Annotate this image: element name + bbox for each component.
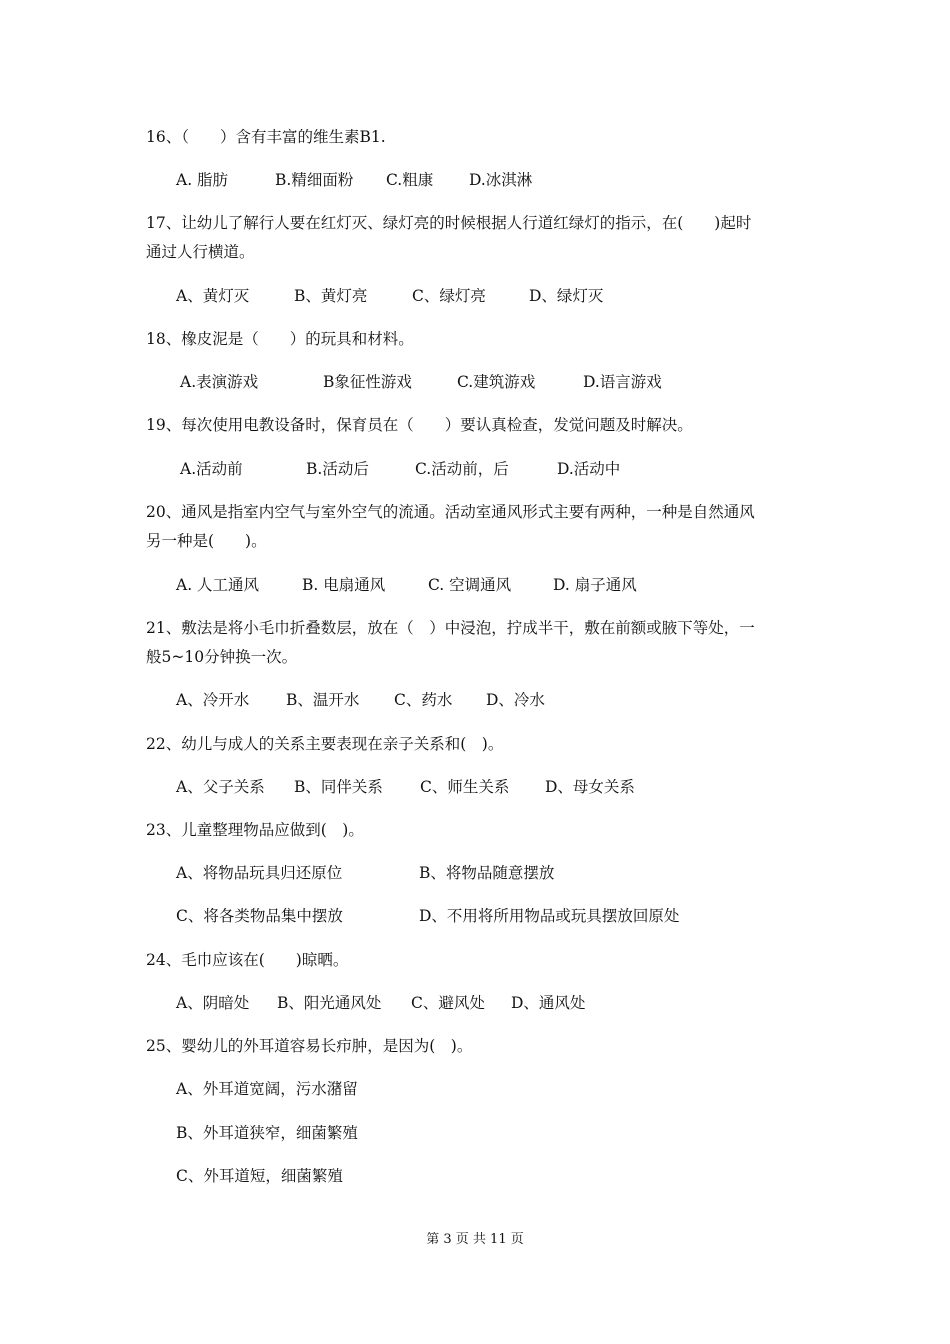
question-16-option-a: A. 脂肪 xyxy=(176,171,229,189)
question-20-option-a: A. 人工通风 xyxy=(176,576,260,594)
question-24-option-c: C、避风处 xyxy=(411,994,485,1012)
question-21-option-b: B、温开水 xyxy=(286,691,360,709)
question-22-option-b: B、同伴关系 xyxy=(294,778,383,796)
question-21-option-a: A、冷开水 xyxy=(176,691,250,709)
page-number-footer: 第 3 页 共 11 页 xyxy=(426,1232,524,1247)
question-23-option-d: D、不用将所用物品或玩具摆放回原处 xyxy=(419,907,680,925)
question-23-stem: 23、儿童整理物品应做到( )。 xyxy=(146,821,364,839)
question-25-option-a: A、外耳道宽阔，污水潴留 xyxy=(176,1080,358,1098)
question-21-option-d: D、冷水 xyxy=(486,691,545,709)
question-22-stem: 22、幼儿与成人的关系主要表现在亲子关系和( )。 xyxy=(146,735,504,753)
question-23-option-b: B、将物品随意摆放 xyxy=(419,864,555,882)
question-21-stem-line2: 般5~10分钟换一次。 xyxy=(146,648,298,666)
question-23-option-a: A、将物品玩具归还原位 xyxy=(176,864,343,882)
question-21-option-c: C、药水 xyxy=(394,691,453,709)
question-20-option-c: C. 空调通风 xyxy=(428,576,512,594)
question-17-option-a: A、黄灯灭 xyxy=(176,287,250,305)
question-22-option-a: A、父子关系 xyxy=(176,778,265,796)
question-20-option-d: D. 扇子通风 xyxy=(553,576,637,594)
question-24-option-a: A、阴暗处 xyxy=(176,994,250,1012)
question-18-stem: 18、橡皮泥是（ ）的玩具和材料。 xyxy=(146,330,414,348)
question-25-option-c: C、外耳道短，细菌繁殖 xyxy=(176,1167,343,1185)
question-17-option-d: D、绿灯灭 xyxy=(529,287,604,305)
question-24-stem: 24、毛巾应该在( )晾晒。 xyxy=(146,951,349,969)
question-24-option-b: B、阳光通风处 xyxy=(277,994,382,1012)
question-25-option-b: B、外耳道狭窄，细菌繁殖 xyxy=(176,1124,358,1142)
question-23-option-c: C、将各类物品集中摆放 xyxy=(176,907,343,925)
question-17-option-c: C、绿灯亮 xyxy=(412,287,486,305)
question-18-option-a: A.表演游戏 xyxy=(180,373,259,391)
question-19-option-b: B.活动后 xyxy=(306,460,369,478)
question-25-stem: 25、婴幼儿的外耳道容易长疖肿，是因为( )。 xyxy=(146,1037,473,1055)
question-20-stem-line2: 另一种是( )。 xyxy=(146,532,267,550)
question-20-stem-line1: 20、通风是指室内空气与室外空气的流通。活动室通风形式主要有两种，一种是自然通风 xyxy=(146,503,755,521)
question-17-stem-line2: 通过人行横道。 xyxy=(146,243,255,261)
question-19-option-a: A.活动前 xyxy=(180,460,243,478)
question-24-option-d: D、通风处 xyxy=(511,994,586,1012)
question-18-option-d: D.语言游戏 xyxy=(583,373,662,391)
question-16-option-c: C.粗康 xyxy=(386,171,434,189)
question-19-stem: 19、每次使用电教设备时，保育员在（ ）要认真检查，发觉问题及时解决。 xyxy=(146,416,693,434)
question-19-option-c: C.活动前，后 xyxy=(415,460,509,478)
question-17-stem-line1: 17、让幼儿了解行人要在红灯灭、绿灯亮的时候根据人行道红绿灯的指示，在( )起时 xyxy=(146,214,752,232)
question-19-option-d: D.活动中 xyxy=(557,460,621,478)
question-16-stem: 16、（ ）含有丰富的维生素B1. xyxy=(146,128,386,146)
question-21-stem-line1: 21、敷法是将小毛巾折叠数层，放在（ ）中浸泡，拧成半干，敷在前额或腋下等处，一 xyxy=(146,619,755,637)
question-16-option-b: B.精细面粉 xyxy=(275,171,354,189)
question-16-option-d: D.冰淇淋 xyxy=(469,171,533,189)
question-22-option-d: D、母女关系 xyxy=(545,778,635,796)
question-18-option-b: B象征性游戏 xyxy=(323,373,412,391)
question-20-option-b: B. 电扇通风 xyxy=(302,576,386,594)
question-17-option-b: B、黄灯亮 xyxy=(294,287,368,305)
question-22-option-c: C、师生关系 xyxy=(420,778,510,796)
question-18-option-c: C.建筑游戏 xyxy=(457,373,536,391)
